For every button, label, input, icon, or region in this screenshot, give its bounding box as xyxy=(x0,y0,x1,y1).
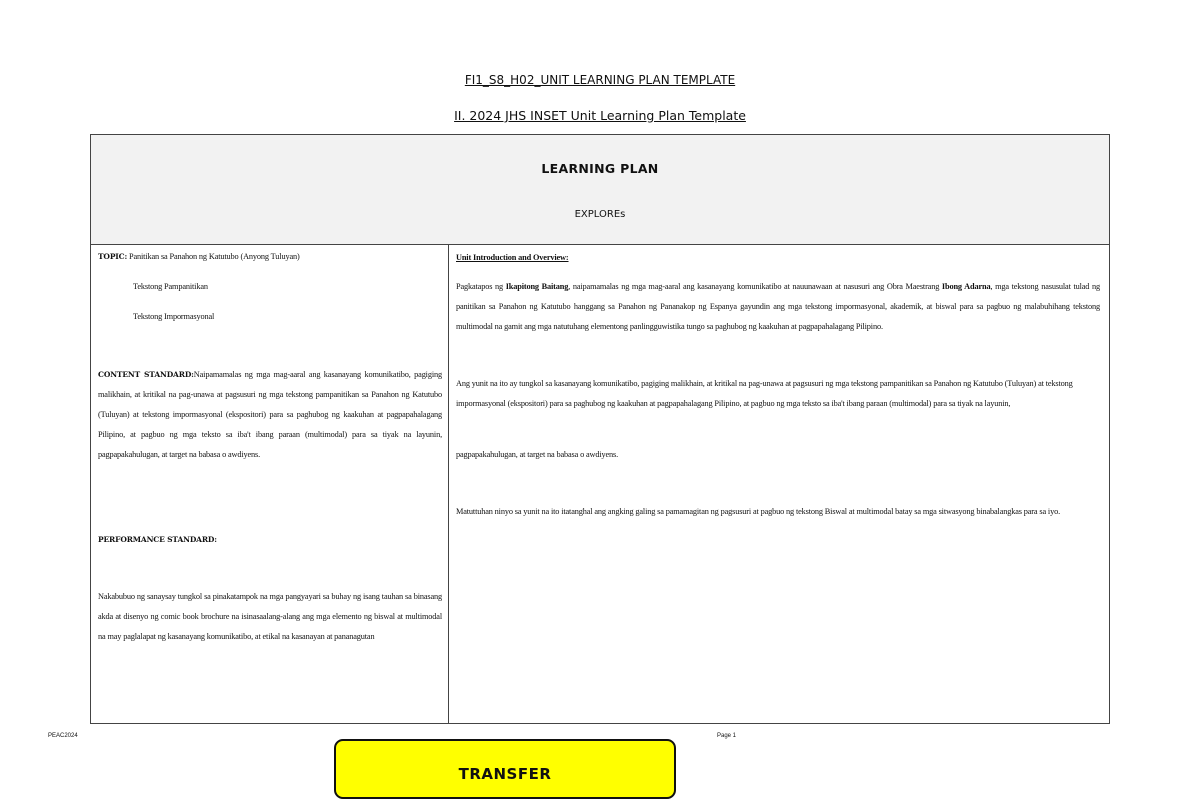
transfer-banner xyxy=(334,739,676,799)
overview-paragraph-3: pagpapakahulugan, at target na babasa o awdiyens. xyxy=(456,450,619,459)
topic-label: TOPIC: xyxy=(98,252,128,261)
overview-paragraph-2: Ang yunit na ito ay tungkol sa kasanayang komunikatibo, pagiging malikhain, at kritikal na pag-unawa at pagsusuri ng mga tekstong pampanitikan sa Panahon ng Katutubo (Tuluyan) at tekstong impormasyonal (ekspositori) para sa paghubog ng kaakuhan at pagpapahalagang Pilipino, at pagbuo ng mga teksto sa iba't ibang paraan (multimodal) para sa tiyak na layunin, xyxy=(456,379,1073,408)
topic-line xyxy=(98,247,438,267)
topic-item-literary: Tekstong Pampanitikan xyxy=(133,282,208,291)
unit-overview-heading: Unit Introduction and Overview: xyxy=(456,253,569,262)
learning-plan-title: LEARNING PLAN xyxy=(541,161,659,176)
document-title: FI1_S8_H02_UNIT LEARNING PLAN TEMPLATE xyxy=(464,73,736,87)
p1-grade-level: Ikapitong Baitang xyxy=(505,282,569,291)
overview-paragraph-1 xyxy=(456,277,1100,337)
explore-label: EXPLOREs xyxy=(574,209,626,220)
content-standard-text: Naipamamalas ng mga mag-aaral ang kasanayang komunikatibo, pagiging malikhain, at kritikal na pag-unawa at pagsusuri ng mga tekstong pampanitikan sa Panahon ng Katutubo (Tuluyan) at tekstong impormasyonal (ekspositori) para sa paghubog ng kaakuhan at pagpapahalagang Pilipino, at pagbuo ng mga teksto sa iba't ibang paraan (multimodal) para sa tiyak na layunin, pagpapakahulugan, at target na babasa o awdiyens. xyxy=(98,370,442,459)
learning-plan-header xyxy=(90,134,1110,245)
overview-paragraph-4: Matuttuhan ninyo sa yunit na ito itatanghal ang angking galing sa pamamagitan ng pagsusuri at pagbuo ng tekstong Biswal at multimodal batay sa mga sitwasyong binabalangkas para sa iyo. xyxy=(456,507,1060,516)
unit-overview-column xyxy=(448,244,1110,724)
content-standard xyxy=(98,365,442,465)
topic-text: Panitikan sa Panahon ng Katutubo (Anyong Tuluyan) xyxy=(127,252,300,261)
footer-org: PEAC2024 xyxy=(48,733,78,739)
p1-text-b: , naipamamalas ng mga mag-aaral ang kasanayang komunikatibo at nauunawaan at nasusuri ang Obra Maestrang xyxy=(568,282,942,291)
page-number: Page 1 xyxy=(717,733,737,739)
performance-standard-text: Nakabubuo ng sanaysay tungkol sa pinakatampok na mga pangyayari sa buhay ng isang tauhan sa binasang akda at disenyo ng comic book brochure na isinasaalang-alang ang mga elemento ng biswal at multimodal na may paglalapat ng kasanayang komunikatibo, at etikal na kasanayan at pananagutan xyxy=(98,592,442,641)
topic-item-informational: Tekstong Impormasyonal xyxy=(133,312,215,321)
p1-masterpiece-title: Ibong Adarna xyxy=(941,282,991,291)
performance-standard-label xyxy=(98,530,217,550)
p1-text-c: , mga tekstong nasusulat tulad ng panitikan sa Panahon ng Katutubo hanggang sa Panahon ng Pananakop ng Espanya gayundin ang mga tekstong impormasyonal, akademik, at biswal para sa pagbuo ng malabuhihang tekstong multimodal na gamit ang mga natutuhang elementong panlingguwistika tungo sa paghubog ng kaakuhan at pagpapahalagang Pilipino. xyxy=(456,282,1100,331)
p1-text-a: Pagkatapos ng xyxy=(456,282,506,291)
document-subtitle: II. 2024 JHS INSET Unit Learning Plan Template xyxy=(454,108,746,123)
performance-standard-label-text: PERFORMANCE STANDARD: xyxy=(98,535,217,544)
content-standard-label: CONTENT STANDARD: xyxy=(98,370,194,379)
standards-column xyxy=(90,244,449,724)
transfer-label: TRANSFER xyxy=(458,765,552,783)
